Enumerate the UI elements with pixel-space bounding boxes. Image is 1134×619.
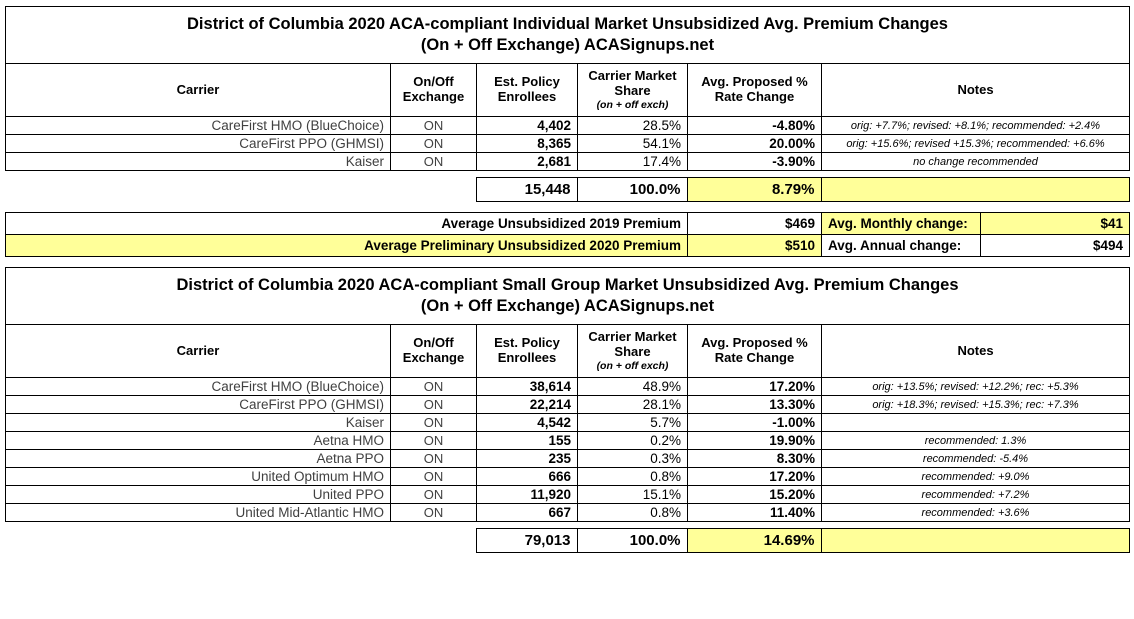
carrier-notes: recommended: +9.0% — [822, 468, 1130, 486]
carrier-rate-change: 17.20% — [688, 378, 822, 396]
carrier-onoff: ON — [391, 432, 477, 450]
carrier-notes — [822, 414, 1130, 432]
summary-value-2019: $469 — [688, 213, 822, 235]
table-row — [6, 486, 1130, 504]
carrier-enrollees: 2,681 — [477, 153, 578, 171]
carrier-name: CareFirst HMO (BlueChoice) — [6, 117, 391, 135]
summary-row-2020 — [6, 235, 1130, 257]
carrier-name: Aetna HMO — [6, 432, 391, 450]
carrier-notes: recommended: +7.2% — [822, 486, 1130, 504]
spacer-cell — [390, 178, 476, 202]
header-carrier: Carrier — [6, 64, 391, 117]
carrier-market-share: 17.4% — [578, 153, 688, 171]
carrier-market-share: 0.8% — [578, 504, 688, 522]
carrier-name: United PPO — [6, 486, 391, 504]
carrier-rate-change: 11.40% — [688, 504, 822, 522]
individual-totals-row — [5, 178, 1129, 202]
carrier-market-share: 0.3% — [578, 450, 688, 468]
individual-summary-table — [5, 212, 1130, 257]
carrier-name: CareFirst PPO (GHMSI) — [6, 135, 391, 153]
carrier-enrollees: 235 — [477, 450, 578, 468]
carrier-enrollees: 4,542 — [477, 414, 578, 432]
header-avg-proposed-rate-change: Avg. Proposed % Rate Change — [688, 325, 822, 378]
small-group-title-line2: (On + Off Exchange) ACASignups.net — [420, 296, 715, 315]
carrier-market-share: 15.1% — [578, 486, 688, 504]
header-notes: Notes — [822, 325, 1130, 378]
individual-totals-table — [5, 177, 1130, 202]
carrier-name: United Mid-Atlantic HMO — [6, 504, 391, 522]
spacer-cell — [5, 529, 390, 553]
carrier-name: Aetna PPO — [6, 450, 391, 468]
carrier-rate-change: 15.20% — [688, 486, 822, 504]
carrier-onoff: ON — [391, 135, 477, 153]
carrier-notes: orig: +13.5%; revised: +12.2%; rec: +5.3% — [822, 378, 1130, 396]
total-market-share: 100.0% — [577, 178, 687, 202]
header-notes: Notes — [822, 64, 1130, 117]
carrier-onoff: ON — [391, 117, 477, 135]
carrier-notes: orig: +18.3%; revised: +15.3%; rec: +7.3% — [822, 396, 1130, 414]
individual-title-line1: District of Columbia 2020 ACA-compliant Individual Market Unsubsidized Avg. Premium Changes — [187, 15, 948, 33]
total-notes — [821, 529, 1129, 553]
carrier-enrollees: 667 — [477, 504, 578, 522]
carrier-rate-change: 20.00% — [688, 135, 822, 153]
small-group-title-line1: District of Columbia 2020 ACA-compliant Small Group Market Unsubsidized Avg. Premium Changes — [176, 276, 959, 295]
individual-title-line2: (On + Off Exchange) ACASignups.net — [420, 35, 715, 54]
header-carrier-market-share — [578, 325, 688, 378]
small-group-title-row — [6, 268, 1130, 325]
carrier-rate-change: -3.90% — [688, 153, 822, 171]
carrier-name: CareFirst HMO (BlueChoice) — [6, 378, 391, 396]
carrier-onoff: ON — [391, 378, 477, 396]
header-avg-proposed-rate-change: Avg. Proposed % Rate Change — [688, 64, 822, 117]
carrier-rate-change: 17.20% — [688, 468, 822, 486]
carrier-name: Kaiser — [6, 414, 391, 432]
carrier-notes: orig: +15.6%; revised +15.3%; recommended: +6.6% — [822, 135, 1130, 153]
summary-value-monthly-change: $41 — [981, 213, 1130, 235]
carrier-onoff: ON — [391, 153, 477, 171]
carrier-onoff: ON — [391, 450, 477, 468]
header-onoff-exchange: On/Off Exchange — [391, 325, 477, 378]
total-market-share: 100.0% — [577, 529, 687, 553]
carrier-notes: recommended: +3.6% — [822, 504, 1130, 522]
small-group-market-table — [5, 267, 1130, 522]
carrier-name: United Optimum HMO — [6, 468, 391, 486]
carrier-market-share: 48.9% — [578, 378, 688, 396]
carrier-rate-change: -1.00% — [688, 414, 822, 432]
header-market-share-sub: (on + off exch) — [596, 360, 669, 373]
carrier-enrollees: 11,920 — [477, 486, 578, 504]
carrier-onoff: ON — [391, 504, 477, 522]
carrier-market-share: 0.8% — [578, 468, 688, 486]
small-group-totals-table — [5, 528, 1130, 553]
table-row — [6, 135, 1130, 153]
total-enrollees: 15,448 — [476, 178, 577, 202]
summary-label-monthly-change: Avg. Monthly change: — [822, 213, 981, 235]
header-onoff-exchange: On/Off Exchange — [391, 64, 477, 117]
table-row — [6, 153, 1130, 171]
summary-label-2019: Average Unsubsidized 2019 Premium — [6, 213, 688, 235]
summary-label-2020: Average Preliminary Unsubsidized 2020 Premium — [6, 235, 688, 257]
carrier-rate-change: 19.90% — [688, 432, 822, 450]
table-row — [6, 414, 1130, 432]
header-carrier-market-share — [578, 64, 688, 117]
table-row — [6, 450, 1130, 468]
spacer — [5, 202, 1129, 212]
individual-title-row — [6, 7, 1130, 64]
total-rate-change: 8.79% — [687, 178, 821, 202]
carrier-market-share: 28.1% — [578, 396, 688, 414]
header-est-policy-enrollees: Est. Policy Enrollees — [477, 64, 578, 117]
carrier-enrollees: 8,365 — [477, 135, 578, 153]
carrier-market-share: 54.1% — [578, 135, 688, 153]
spacer-cell — [390, 529, 476, 553]
individual-header-row — [6, 64, 1130, 117]
header-market-share-main: Carrier Market Share — [588, 68, 677, 99]
carrier-notes: recommended: -5.4% — [822, 450, 1130, 468]
carrier-enrollees: 155 — [477, 432, 578, 450]
small-group-header-row — [6, 325, 1130, 378]
carrier-rate-change: 8.30% — [688, 450, 822, 468]
table-row — [6, 432, 1130, 450]
summary-label-annual-change: Avg. Annual change: — [822, 235, 981, 257]
total-enrollees: 79,013 — [476, 529, 577, 553]
carrier-notes: orig: +7.7%; revised: +8.1%; recommended: +2.4% — [822, 117, 1130, 135]
carrier-market-share: 28.5% — [578, 117, 688, 135]
carrier-enrollees: 666 — [477, 468, 578, 486]
header-market-share-sub: (on + off exch) — [596, 99, 669, 112]
carrier-name: CareFirst PPO (GHMSI) — [6, 396, 391, 414]
carrier-onoff: ON — [391, 414, 477, 432]
table-row — [6, 117, 1130, 135]
header-est-policy-enrollees: Est. Policy Enrollees — [477, 325, 578, 378]
table-row — [6, 378, 1130, 396]
carrier-rate-change: -4.80% — [688, 117, 822, 135]
spacer — [5, 257, 1129, 267]
carrier-market-share: 5.7% — [578, 414, 688, 432]
header-market-share-main: Carrier Market Share — [588, 329, 677, 360]
summary-row-2019 — [6, 213, 1130, 235]
small-group-totals-row — [5, 529, 1129, 553]
carrier-onoff: ON — [391, 396, 477, 414]
carrier-notes: recommended: 1.3% — [822, 432, 1130, 450]
table-row — [6, 396, 1130, 414]
summary-value-2020: $510 — [688, 235, 822, 257]
carrier-enrollees: 4,402 — [477, 117, 578, 135]
carrier-onoff: ON — [391, 468, 477, 486]
small-group-title-cell — [6, 268, 1130, 325]
table-row — [6, 468, 1130, 486]
table-row — [6, 504, 1130, 522]
carrier-enrollees: 22,214 — [477, 396, 578, 414]
carrier-rate-change: 13.30% — [688, 396, 822, 414]
total-notes — [821, 178, 1129, 202]
header-carrier: Carrier — [6, 325, 391, 378]
summary-value-annual-change: $494 — [981, 235, 1130, 257]
carrier-onoff: ON — [391, 486, 477, 504]
carrier-enrollees: 38,614 — [477, 378, 578, 396]
individual-market-table — [5, 6, 1130, 171]
carrier-name: Kaiser — [6, 153, 391, 171]
total-rate-change: 14.69% — [687, 529, 821, 553]
individual-title-cell — [6, 7, 1130, 64]
spacer-cell — [5, 178, 390, 202]
carrier-notes: no change recommended — [822, 153, 1130, 171]
carrier-market-share: 0.2% — [578, 432, 688, 450]
